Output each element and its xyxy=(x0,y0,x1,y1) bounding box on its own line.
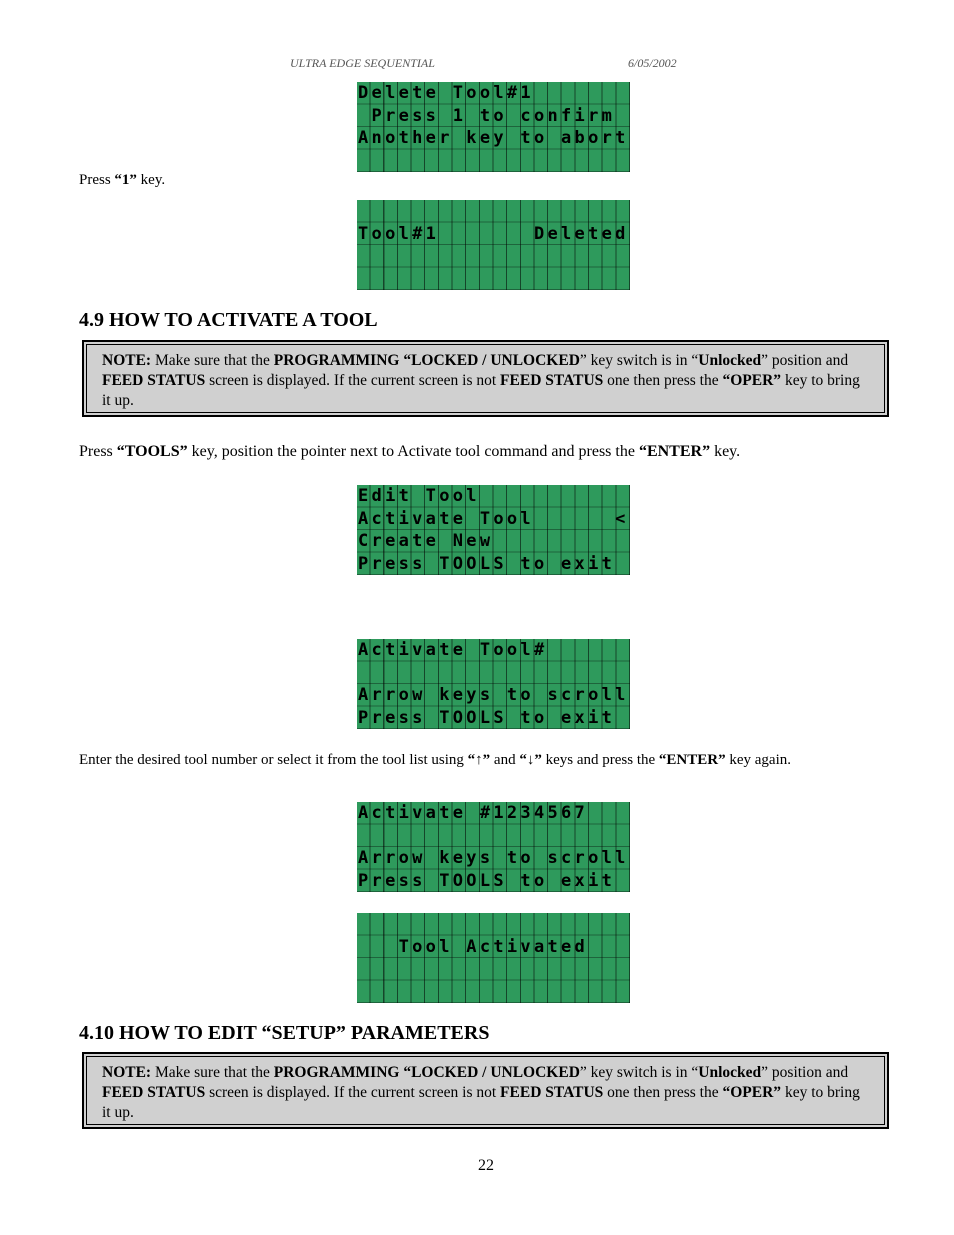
lcd-row xyxy=(357,150,630,173)
lcd-row: Arrow keys to scroll xyxy=(358,685,629,705)
lcd-tools-menu xyxy=(357,485,630,575)
text: screen is displayed. If the current screen is not xyxy=(205,1084,501,1101)
lcd-activate-number xyxy=(357,802,630,892)
text: PROGRAMMING “LOCKED / UNLOCKED xyxy=(273,352,580,369)
text: Press xyxy=(79,443,117,460)
text: key again. xyxy=(725,752,791,768)
note-box-1 xyxy=(82,340,889,417)
lcd-tool-deleted xyxy=(357,200,630,290)
key-name: “ENTER” xyxy=(658,752,726,768)
text: Enter the desired tool number or select it from the tool list using xyxy=(79,752,468,768)
lcd-row: Another key to abort xyxy=(358,128,629,148)
lcd-row: Press TOOLS to exit xyxy=(358,707,616,728)
text: ” key switch is in “ xyxy=(579,1064,699,1081)
text: and xyxy=(490,752,520,768)
text: Make sure that the xyxy=(151,1064,274,1081)
text: Unlocked xyxy=(698,1064,762,1081)
text: ” key switch is in “ xyxy=(579,352,699,369)
text: key to bring it up. xyxy=(102,372,860,409)
lcd-row xyxy=(357,825,630,848)
key-name: “TOOLS” xyxy=(116,443,188,460)
text: “OPER” xyxy=(722,1084,782,1101)
lcd-row xyxy=(357,200,630,223)
note-label: NOTE: xyxy=(102,1064,152,1081)
instruction-press-1 xyxy=(79,172,165,189)
lcd-row xyxy=(357,958,630,981)
lcd-row: Edit Tool xyxy=(358,486,480,506)
page-number: 22 xyxy=(478,1157,494,1174)
text: keys and press the xyxy=(541,752,659,768)
text: FEED STATUS xyxy=(500,372,604,389)
text: one then press the xyxy=(603,1084,723,1101)
key-name: “1” xyxy=(114,172,137,188)
text: key. xyxy=(136,172,166,188)
lcd-row xyxy=(357,268,630,291)
lcd-row: Activate #1234567 xyxy=(358,803,589,823)
lcd-row: Tool#1 Deleted xyxy=(358,223,629,244)
lcd-row: Press TOOLS to exit xyxy=(358,870,616,891)
text: Unlocked xyxy=(698,352,762,369)
lcd-row xyxy=(357,662,630,685)
section-title-4-10: 4.10 HOW TO EDIT “SETUP” PARAMETERS xyxy=(79,1022,490,1044)
text: screen is displayed. If the current screen is not xyxy=(205,372,501,389)
text: FEED STATUS xyxy=(500,1084,604,1101)
note-label: NOTE: xyxy=(102,352,152,369)
lcd-row: Tool Activated xyxy=(358,936,589,957)
text: Make sure that the xyxy=(151,352,274,369)
section-title-4-9: 4.9 HOW TO ACTIVATE A TOOL xyxy=(79,309,378,331)
lcd-row: Arrow keys to scroll xyxy=(358,848,629,868)
lcd-row: Press TOOLS to exit xyxy=(358,553,616,574)
lcd-row xyxy=(357,981,630,1004)
lcd-tool-activated xyxy=(357,913,630,1003)
lcd-activate-tool-prompt xyxy=(357,639,630,729)
key-name: “↓” xyxy=(519,752,542,768)
text: Press xyxy=(79,172,115,188)
text: ” position and xyxy=(761,352,849,369)
header-date: 6/05/2002 xyxy=(628,56,677,70)
text: “OPER” xyxy=(722,372,782,389)
text: key, position the pointer next to Activate tool command and press the xyxy=(187,443,639,460)
key-name: “ENTER” xyxy=(638,443,711,460)
lcd-row: Delete Tool#1 xyxy=(358,83,534,103)
instruction-press-tools xyxy=(79,443,909,461)
lcd-row xyxy=(357,913,630,936)
key-name: “↑” xyxy=(467,752,491,768)
text: FEED STATUS xyxy=(102,372,206,389)
lcd-row: Activate Tool# xyxy=(358,640,548,660)
header-title: ULTRA EDGE SEQUENTIAL xyxy=(290,56,435,70)
lcd-delete-confirm xyxy=(357,82,630,172)
text: PROGRAMMING “LOCKED / UNLOCKED xyxy=(273,1064,580,1081)
lcd-row: Activate Tool < xyxy=(358,508,629,529)
text: key to bring it up. xyxy=(102,1084,860,1121)
text: ” position and xyxy=(761,1064,849,1081)
lcd-row: Create New xyxy=(358,531,494,551)
text: FEED STATUS xyxy=(102,1084,206,1101)
lcd-row xyxy=(357,245,630,268)
note-box-2 xyxy=(82,1052,889,1129)
text: one then press the xyxy=(603,372,723,389)
instruction-enter-tool-number xyxy=(79,752,909,769)
text: key. xyxy=(710,443,741,460)
lcd-row: Press 1 to confirm xyxy=(358,105,616,126)
